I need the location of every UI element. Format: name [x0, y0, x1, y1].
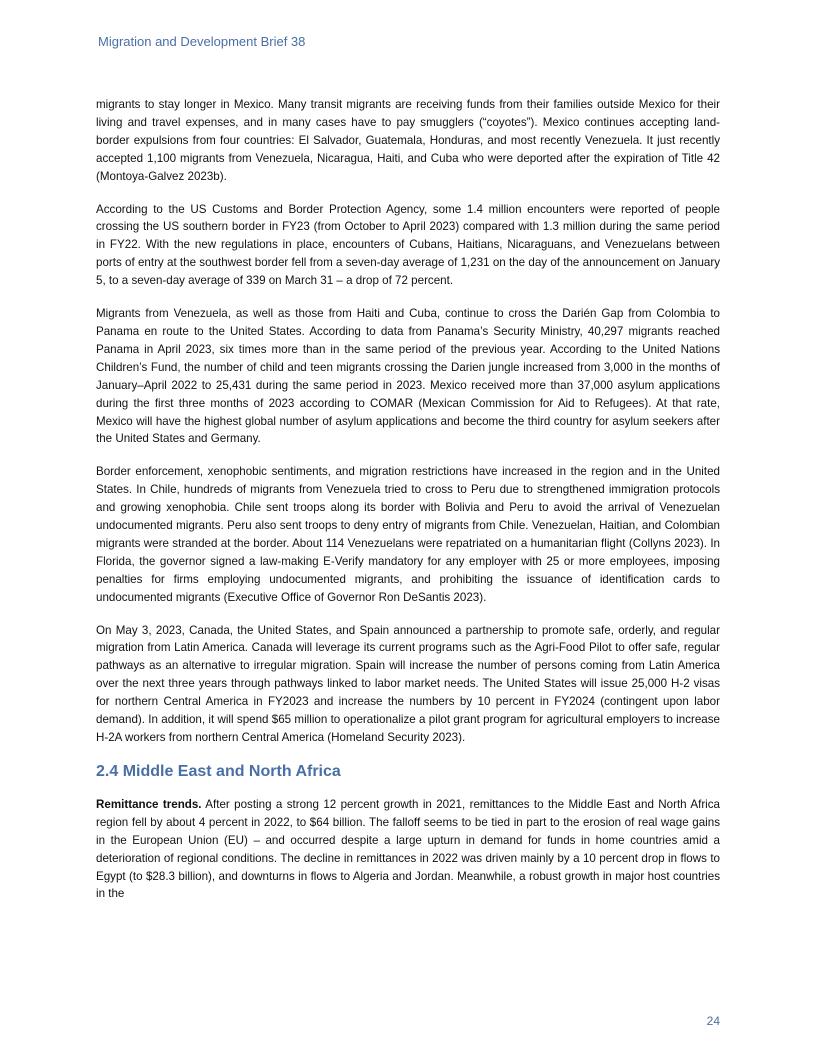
paragraph-us-border-encounters: According to the US Customs and Border Protection Agency, some 1.4 million encounters were reported of people crossing the US southern border in FY23 (from October to April 2023) compared with 1.3 million during the same period in FY22. With the new regulations in place, encounters of Cubans, Haitians, Nicaraguans, and Venezuelans between ports of entry at the southwest border fell from a seven-day average of 1,231 on the day of the announcement on January 5, to a seven-day average of 339 on March 31 – a drop of 72 percent.: [96, 202, 720, 288]
paragraph-mexico-transit: migrants to stay longer in Mexico. Many transit migrants are receiving funds from their families outside Mexico for their living and travel expenses, and in many cases have to pay smugglers (“coyotes”). Mexico continues accepting land-border expulsions from four countries: El Salvador, Guatemala, Honduras, and most recently Venezuela. It just recently accepted 1,100 migrants from Venezuela, Nicaragua, Haiti, and Cuba who were deported after the expiration of Title 42 (Montoya-Galvez 2023b).: [96, 98, 720, 183]
page-number: 24: [706, 1014, 720, 1028]
lead-in-bold: Remittance trends.: [96, 797, 202, 811]
page-body: [96, 96, 720, 918]
paragraph-partnership: On May 3, 2023, Canada, the United States, and Spain announced a partnership to promote safe, orderly, and regular migration from Latin America. Canada will leverage its current programs such as the Agri-Food Pilot to offer safe, regular pathways as an alternative to irregular migration. Spain will increase the number of persons coming from Latin America over the next three years through pathways linked to labor market needs. The United States will issue 25,000 H-2 visas for northern Central America in FY2023 and increase the numbers by 10 percent in FY2024 (contingent upon labor demand). In addition, it will spend $65 million to operationalize a pilot grant program for agricultural employers to increase H-2A workers from northern Central America (Homeland Security 2023).: [96, 623, 720, 744]
paragraph-remittance-trends: [96, 796, 720, 903]
paragraph-border-enforcement: Border enforcement, xenophobic sentiments, and migration restrictions have increased in the region and in the United States. In Chile, hundreds of migrants from Venezuela tried to cross to Peru due to strengthened immigration protocols and growing xenophobia. Chile sent troops along its border with Bolivia and Peru to avoid the arrival of Venezuelan undocumented migrants. Peru also sent troops to deny entry of migrants from Chile. Venezuelan, Haitian, and Colombian migrants were stranded at the border. About 114 Venezuelans were repatriated on a humanitarian flight (Collyns 2023). In Florida, the governor signed a law-making E-Verify mandatory for any employer with 25 or more employees, imposing penalties for firms employing undocumented migrants, and prohibiting the issuance of identification cards to undocumented migrants (Executive Office of Governor Ron DeSantis 2023).: [96, 465, 720, 604]
paragraph-darien-gap: Migrants from Venezuela, as well as those from Haiti and Cuba, continue to cross the Darién Gap from Colombia to Panama en route to the United States. According to data from Panama’s Security Ministry, 40,297 migrants reached Panama in April 2023, six times more than in the same period of the previous year. According to the United Nations Children’s Fund, the number of child and teen migrants crossing the Darien jungle increased from 3,000 in the months of January–April 2022 to 25,431 during the same period in 2023. Mexico received more than 37,000 asylum applications during the first three months of 2023 according to COMAR (Mexican Commission for Aid to Refugees). At that rate, Mexico will have the highest global number of asylum applications and become the third country for asylum seekers after the United States and Germany.: [96, 307, 720, 446]
paragraph-remittance-text: After posting a strong 12 percent growth in 2021, remittances to the Middle East and North Africa region fell by about 4 percent in 2022, to $64 billion. The falloff seems to be tied in part to the erosion of real wage gains in the European Union (EU) – and occurred despite a large upturn in demand for funds in home countries amid a deterioration of regional conditions. The decline in remittances in 2022 was driven mainly by a 10 percent drop in flows to Egypt (to $28.3 billion), and downturns in flows to Algeria and Jordan. Meanwhile, a robust growth in major host countries in the: [96, 797, 720, 901]
section-heading: 2.4 Middle East and North Africa: [96, 762, 341, 780]
running-header: Migration and Development Brief 38: [98, 34, 306, 49]
